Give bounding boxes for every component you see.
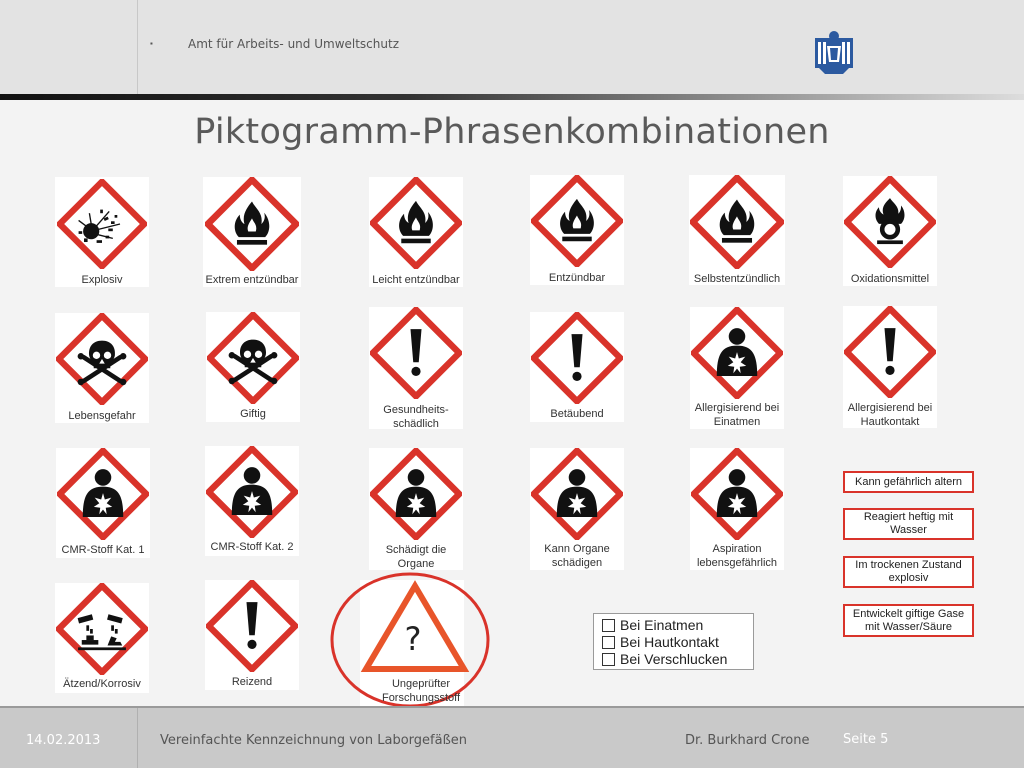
exclamation-mark-icon (206, 580, 298, 672)
pictogram-giftig (206, 312, 300, 422)
pictogram-label: Entzündbar (548, 272, 606, 284)
checkbox-icon[interactable] (602, 619, 615, 632)
pictogram-label: Giftig (240, 408, 266, 420)
pictogram-label: Ätzend/Korrosiv (63, 678, 141, 690)
hazard-phrase-trocken-explosiv (843, 556, 974, 588)
pictogram-label-line1: Gesundheits- (383, 404, 449, 416)
hazard-phrase-altern (843, 471, 974, 493)
hazard-phrase-giftige-gase (843, 604, 974, 637)
pictogram-leicht-entzuendbar (369, 177, 463, 287)
university-logo-icon (813, 28, 855, 76)
pictogram-label-line1: Allergisierend bei (694, 402, 780, 414)
header-bar (0, 0, 1024, 94)
pictogram-kann-organe-schaedigen (530, 448, 624, 570)
pictogram-label-line1: Ungeprüfter (391, 678, 451, 690)
corrosion-icon (56, 583, 148, 675)
pictogram-label: Extrem entzündbar (205, 274, 299, 286)
pictogram-schaedigt-organe (369, 448, 463, 570)
header-divider (137, 0, 138, 94)
pictogram-label: Oxidationsmittel (850, 273, 930, 285)
pictogram-reizend (205, 580, 299, 690)
exposure-routes-box (593, 613, 754, 670)
pictogram-aspiration (690, 448, 784, 570)
hazard-phrase-text: Kann gefährlich altern (854, 475, 962, 488)
pictogram-label-line2: schädlich (393, 418, 439, 430)
pictogram-entzuendbar (530, 175, 624, 285)
health-hazard-icon (370, 448, 462, 540)
pictogram-lebensgefahr (55, 313, 149, 423)
pictogram-betaeubend (530, 312, 624, 422)
hazard-phrase-text-line2: explosiv (888, 572, 929, 584)
header-organization: Amt für Arbeits- und Umweltschutz (188, 37, 399, 51)
footer-author: Dr. Burkhard Crone (685, 733, 810, 748)
route-label: Bei Verschlucken (620, 651, 728, 667)
svg-text:?: ? (404, 620, 422, 658)
footer-divider (137, 708, 138, 768)
pictogram-allergisierend-hautkontakt (843, 306, 937, 428)
checkbox-icon[interactable] (602, 653, 615, 666)
pictogram-cmr-kat-1 (56, 448, 150, 558)
flame-icon (205, 177, 299, 271)
flame-icon (531, 175, 623, 267)
footer-bar (0, 708, 1024, 768)
flame-over-circle-icon (844, 176, 936, 268)
pictogram-extrem-entzuendbar (203, 177, 301, 287)
checkbox-icon[interactable] (602, 636, 615, 649)
footer-subject: Vereinfachte Kennzeichnung von Laborgefäßen (160, 733, 467, 748)
pictogram-label: Lebensgefahr (68, 410, 136, 422)
hazard-phrase-text-line1: Entwickelt giftige Gase (852, 607, 965, 620)
pictogram-cmr-kat-2 (205, 446, 299, 556)
hazard-phrase-text-line2: Wasser (890, 524, 927, 536)
health-hazard-icon (691, 307, 783, 399)
flame-icon (690, 175, 784, 269)
pictogram-label-line1: Allergisierend bei (847, 402, 933, 414)
pictogram-label: CMR-Stoff Kat. 1 (61, 544, 145, 556)
explosion-icon (57, 179, 147, 269)
exclamation-mark-icon (844, 306, 936, 398)
health-hazard-icon (57, 448, 149, 540)
health-hazard-icon (691, 448, 783, 540)
pictogram-gesundheitsschaedlich (369, 307, 463, 429)
pictogram-label: CMR-Stoff Kat. 2 (210, 541, 294, 553)
footer-date: 14.02.2013 (26, 733, 101, 748)
slide-title: Piktogramm-Phrasenkombinationen (194, 112, 830, 152)
pictogram-label-line2: lebensgefährlich (696, 557, 778, 569)
pictogram-label: Betäubend (550, 408, 604, 420)
header-bullet: ▪ (150, 39, 153, 48)
route-label: Bei Hautkontakt (620, 634, 719, 650)
pictogram-label-line2: Hautkontakt (860, 416, 920, 428)
pictogram-explosiv (55, 177, 149, 287)
exclamation-mark-icon (370, 307, 462, 399)
pictogram-label-line2: Organe (397, 558, 435, 570)
route-hautkontakt[interactable] (602, 634, 719, 650)
pictogram-label-line1: Schädigt die (385, 544, 447, 556)
pictogram-label-line2: Einatmen (713, 416, 761, 428)
hazard-phrase-text-line2: mit Wasser/Säure (864, 620, 952, 633)
route-label: Bei Einatmen (620, 617, 704, 633)
pictogram-label: Explosiv (81, 274, 123, 286)
pictogram-label: Leicht entzündbar (372, 274, 460, 286)
skull-crossbones-icon (207, 312, 299, 404)
pictogram-selbstentzuendlich (689, 175, 785, 285)
flame-icon (370, 177, 462, 269)
pictogram-label: Selbstentzündlich (693, 273, 781, 285)
pictogram-allergisierend-einatmen (690, 307, 784, 429)
pictogram-label-line2: schädigen (551, 557, 603, 569)
page-number: Seite 5 (843, 732, 889, 747)
health-hazard-icon (531, 448, 623, 540)
pictogram-label-line2: Forschungsstoff (381, 692, 461, 704)
pictogram-oxidationsmittel (843, 176, 937, 286)
hazard-phrase-text-line1: Reagiert heftig mit (863, 511, 954, 523)
health-hazard-icon (206, 446, 298, 538)
route-verschlucken[interactable] (602, 651, 727, 667)
pictogram-label: Reizend (231, 676, 273, 688)
pictogram-aetzend-korrosiv (55, 583, 149, 693)
pictogram-label-line1: Kann Organe (544, 543, 610, 555)
hazard-phrase-text-line1: Im trockenen Zustand (855, 559, 962, 571)
skull-crossbones-icon (56, 313, 148, 405)
hazard-phrase-wasser (843, 508, 974, 540)
route-einatmen[interactable] (602, 617, 703, 633)
exclamation-mark-icon (531, 312, 623, 404)
header-gradient-band (0, 94, 1024, 100)
pictogram-label-line1: Aspiration (712, 543, 762, 555)
